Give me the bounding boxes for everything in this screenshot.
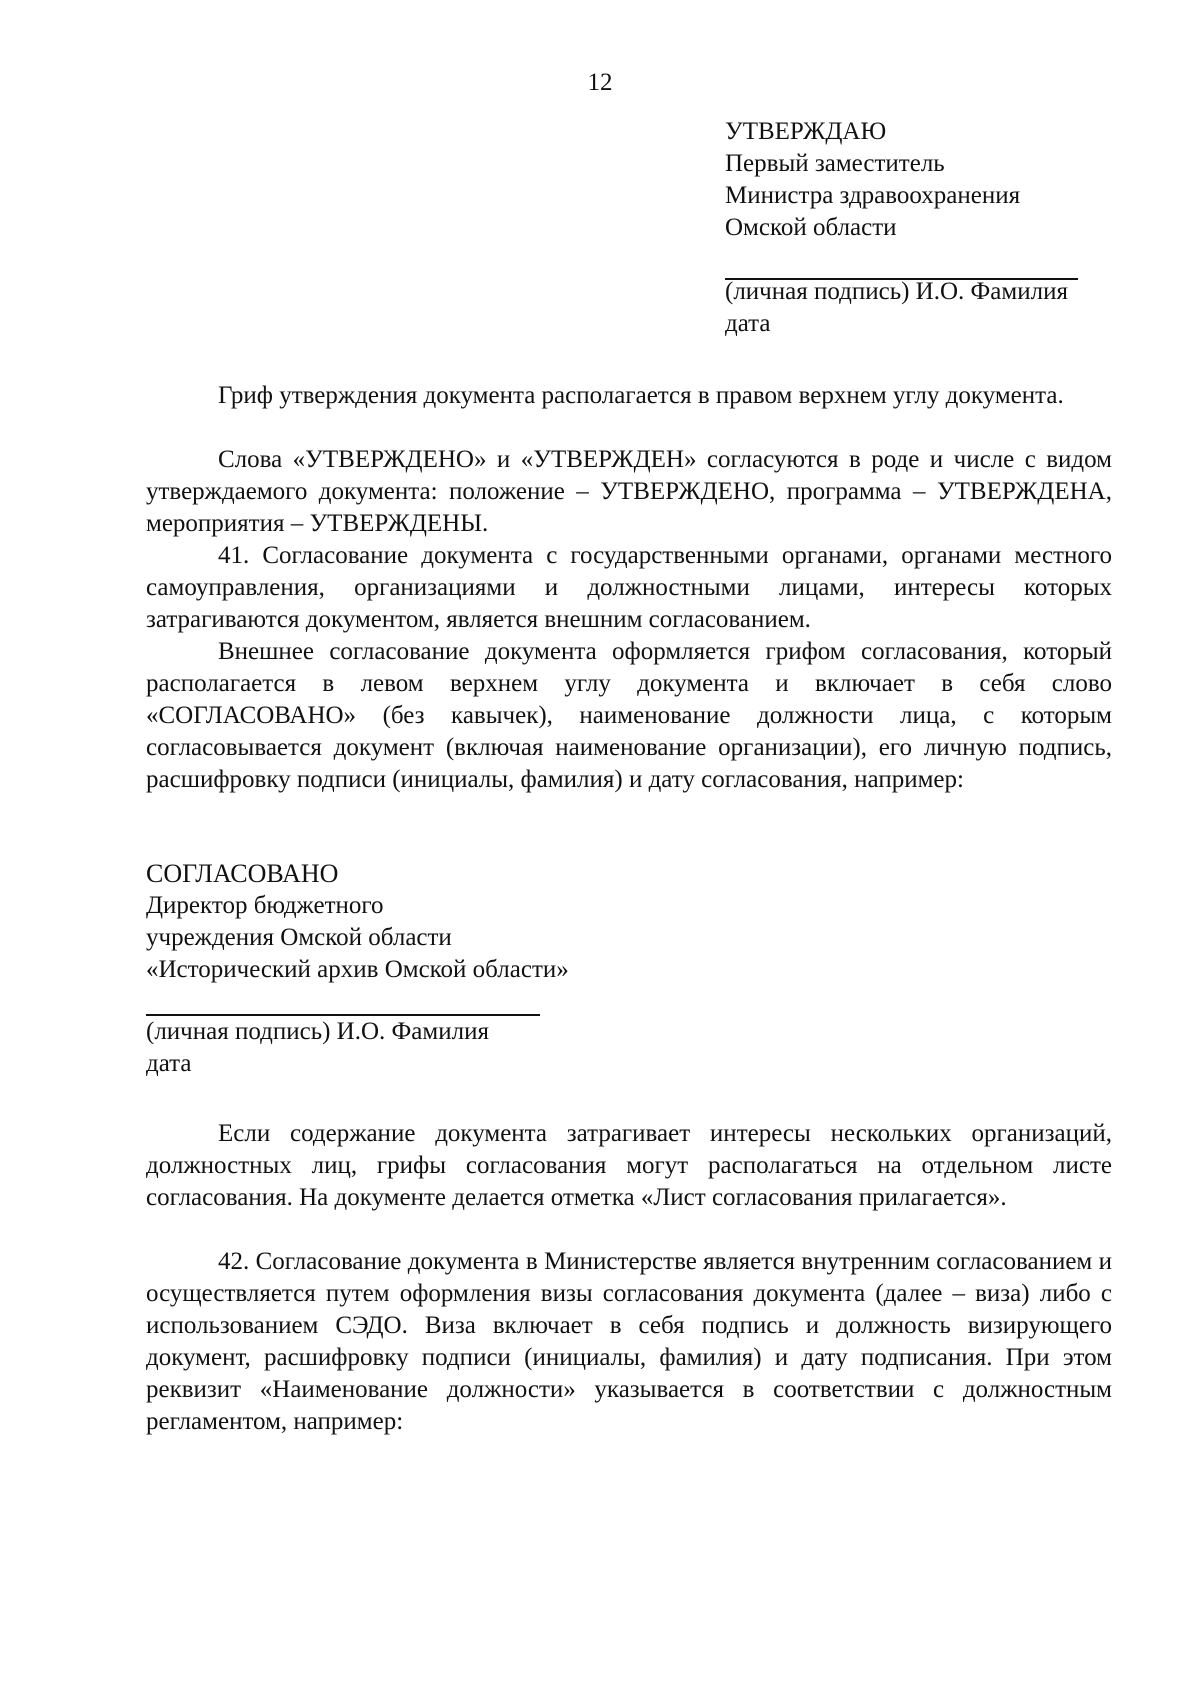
approval-signature-line: (личная подпись) И.О. Фамилия [725, 278, 1068, 305]
page-number: 12 [587, 69, 613, 96]
agreement-signature-line: (личная подпись) И.О. Фамилия [146, 1018, 489, 1045]
approval-position-line: Первый заместитель [725, 150, 945, 177]
approval-position-line: Омской области [725, 214, 897, 241]
agreement-heading: СОГЛАСОВАНО [146, 859, 339, 888]
agreement-date-label: дата [146, 1050, 192, 1077]
approval-heading: УТВЕРЖДАЮ [725, 118, 887, 145]
agreement-signature-block [146, 1016, 489, 1080]
approval-stamp [725, 116, 1020, 244]
paragraph-multiple-organizations: Если содержание документа затрагивает интересы нескольких организаций, должностных лиц, грифы согласования могут располагаться на отдельном листе согласования. На документе делается отметка «Лист согласования прилагается». [146, 1120, 1112, 1211]
agreement-position-line: «Исторический архив Омской области» [146, 956, 569, 983]
paragraph-item-41: 41. Согласование документа с государственными органами, органами местного самоуправления, организациями и должностными лицами, интересы которых затрагиваются документом, является внешним согласованием. [146, 542, 1112, 633]
paragraph-approval-agreement: Слова «УТВЕРЖДЕНО» и «УТВЕРЖДЕН» согласуются в роде и числе с видом утверждаемого документа: положение – УТВЕРЖДЕНО, программа – УТВЕРЖДЕНА, мероприятия – УТВЕРЖДЕНЫ. [146, 446, 1112, 537]
approval-date-label: дата [725, 310, 771, 337]
paragraph-approval-location: Гриф утверждения документа располагается в правом верхнем углу документа. [218, 382, 1064, 409]
approval-position-line: Министра здравоохранения [725, 182, 1021, 209]
paragraph-item-42: 42. Согласование документа в Министерстве является внутренним согласованием и осуществляется путем оформления визы согласования документа (далее – виза) либо с использованием СЭДО. Виза включает в себя подпись и должность визирующего документ, расшифровку подписи (инициалы, фамилия) и дату подписания. При этом реквизит «Наименование должности» указывается в соответствии с должностным регламентом, например: [146, 1248, 1112, 1435]
agreement-position-line: учреждения Омской области [146, 924, 452, 951]
agreement-position-line: Директор бюджетного [146, 892, 384, 919]
paragraph-external-agreement: Внешнее согласование документа оформляется грифом согласования, который располагается в левом верхнем углу документа и включает в себя слово «СОГЛАСОВАНО» (без кавычек), наименование должности лица, с которым согласовывается документ (включая наименование организации), его личную подпись, расшифровку подписи (инициалы, фамилия) и дату согласования, например: [146, 638, 1112, 793]
agreement-stamp [146, 858, 569, 986]
approval-signature-block [725, 276, 1068, 340]
